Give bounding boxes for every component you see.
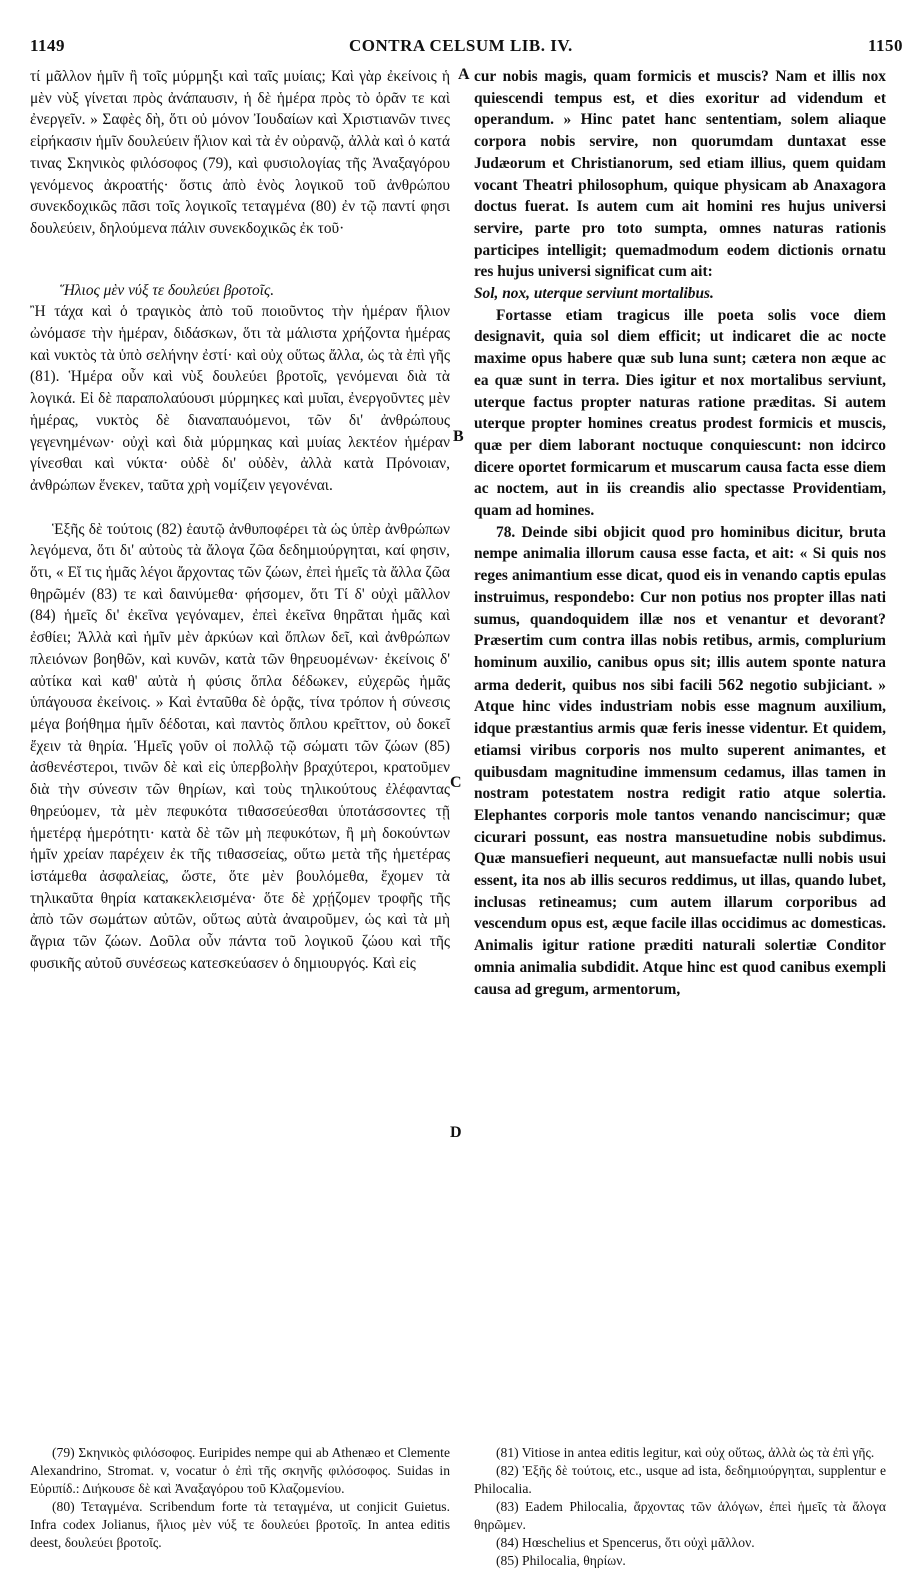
footnote-81: (81) Vitiose in antea editis legitur, καὶ οὐχ οὕτως, ἀλλὰ ὡς τὰ ἐπὶ γῆς. (496, 1445, 875, 1460)
margin-letter-c: C (450, 774, 462, 791)
latin-verse: Sol, nox, uterque serviunt mortalibus. (474, 285, 714, 303)
margin-letter-b: B (453, 428, 464, 445)
greek-paragraph-1: τί μᾶλλον ἡμῖν ἢ τοῖς μύρμηξι καὶ ταῖς μυίαις; Καὶ γὰρ ἐκείνοις ἡ μὲν νὺξ γίνεται πρὸς ἀνάπαυσιν, ἡ δὲ ἡμέρα πρὸς τὸ ὁρᾶν τε καὶ ἐνεργεῖν. » Σαφὲς δὴ, ὅτι οὐ μόνον Ἰουδαίων καὶ Χριστιανῶν τινες εἰρήκασιν ἡμῖν δουλεύειν ἥλιον καὶ τὰ ἐν οὐρανῷ, ἀλλὰ καὶ ὁ κατά τινας Σκηνικὸς φιλόσοφος (79), καὶ φυσιολογίας τῆς Ἀναξαγόρου γενόμενος ἀκροατής· ὅστις ἀπὸ ἑνὸς λογικοῦ τοῦ ἀνθρώπου συνεκδοχικῶς πᾶσι τοῖς λογικοῖς τεταγμένα (80) ἐν τῷ παντί φησι δουλεύειν, δηλούμενα πάλιν συνεκδοχικῶς ἐκ τοῦ· (30, 68, 450, 237)
footnote-84: (84) Hœschelius et Spencerus, ὅτι οὐχὶ μᾶλλον. (496, 1535, 755, 1550)
footnote-83: (83) Eadem Philocalia, ἄρχοντας τῶν ἀλόγων, ἐπεὶ ἡμεῖς τὰ ἄλογα θηρῶμεν. (474, 1499, 886, 1532)
page-number-left: 1149 (30, 36, 66, 55)
footnotes-right (474, 1444, 886, 1570)
margin-letter-a: A (458, 66, 470, 83)
page-number-right: 1150 (867, 36, 903, 55)
footnotes-left (30, 1444, 450, 1552)
latin-paragraph-3-text-b: negotio subjiciant. » Atque hinc vides industriam nobis esse magnum auxilium, idque præstantius armis quæ feris inesse videntur. Et quidem, etiamsi viribus corporis nos multo superent animantes, et quibusdam magnitudine immensum cedamus, illas tamen in nostram potestatem nostra redigit ratio atque solertia. Elephantes corporis mole tantos venando nanciscimur; quæ cicurari possunt, eas nostra mansuetudine nobis subdimus. Quæ mansuefieri nequeunt, aut mansuefactæ nulli nobis usui essent, ita nos ab illis securos reddimus, ut illas, quando lubet, inclusas retineamus; cum autem illarum corporibus ad vescendum opus est, æque facile illas occidimus ac domesticas. Animalis igitur ratione præditi naturali solertiæ Conditor omnia animalia subdidit. Atque hinc est quod canibus exempli causa ad gregum, armentorum, (474, 676, 886, 998)
running-title: CONTRA CELSUM LIB. IV. (349, 36, 573, 55)
latin-column (474, 66, 886, 1000)
footnote-80: (80) Τεταγμένα. Scribendum forte τὰ τεταγμένα, ut conjicit Guietus. Infra codex Jolianus, ἥλιος μὲν νύξ τε δουλεύει βροτοῖς. In antea editis deest, δουλεύει βροτοῖς. (30, 1499, 450, 1550)
greek-verse: Ἥλιος μὲν νύξ τε δουλεύει βροτοῖς. (60, 281, 275, 299)
column-number: 562 (718, 674, 744, 694)
latin-paragraph-2: Fortasse etiam tragicus ille poeta solis voce diem designavit, quia sol diem efficit; ut indicaret die ac nocte maxime opus habere quæ sub luna sunt; cætera non æque ac ea quæ sunt in terra. Dies igitur et nox mortalibus serviunt, uterque factus propter naturas ratione præditas. Si autem uterque propter homines creatus prodest formicis et muscis, quæ per diem laborant noctuque conquiescunt: non idcirco dicere oportet formicarum et muscarum causa facta esse diem ac noctem, aut in iis creandis alio spectasse Providentiam, quam ad homines. (474, 306, 886, 520)
footnote-85: (85) Philocalia, θηρίων. (496, 1553, 626, 1568)
margin-letter-d: D (450, 1124, 462, 1141)
latin-paragraph-1: cur nobis magis, quam formicis et muscis? Nam et illis nox quiescendi tempus est, et dies exoritur ad videndum et operandum. » Hinc patet hanc sententiam, solem aliaque corpora nobis servire, non quorumdam duntaxat esse Judæorum et Christianorum, sed etiam illius, quem quidam vocant Theatri philosophum, quique physicam ab Anaxagora doctus fuerat. Is autem cum ait homini res hujus universi servire, parte pro toto sumpta, omnes naturas rationis participes intelligit; quemadmodum eodem dictionis ornatu res hujus universi significat cum ait: (474, 68, 886, 281)
footnote-82: (82) Ἑξῆς δὲ τούτοις, etc., usque ad ista, δεδημιούργηται, supplentur e Philocalia. (474, 1463, 886, 1496)
latin-paragraph-3 (474, 522, 886, 1000)
footnote-79: (79) Σκηνικὸς φιλόσοφος. Euripides nempe qui ab Athenæo et Clemente Alexandrino, Stromat. v, vocatur ὁ ἐπὶ τῆς σκηνῆς φιλόσοφος. Suidas in Εὐριπίδ.: Διήκουσε δὲ καὶ Ἀναξαγόρου τοῦ Κλαζομενίου. (30, 1445, 450, 1496)
greek-paragraph-3: Ἑξῆς δὲ τούτοις (82) ἑαυτῷ ἀνθυποφέρει τὰ ὡς ὑπὲρ ἀνθρώπων λεγόμενα, ὅτι δι' αὐτοὺς τὰ ἄλογα ζῶα δεδημιούργηται, καί φησιν, ὅτι, « Εἴ τις ἡμᾶς λέγοι ἄρχοντας τῶν ζώων, ἐπεὶ ἡμεῖς τὰ ἄλλα ζῶα θηρῶμέν (83) τε καὶ δαινύμεθα· φήσομεν, ὅτι Τί δ' οὐχὶ μᾶλλον (84) ἡμεῖς δι' ἐκεῖνα γεγόναμεν, ἐπεὶ ἐκεῖνα θηρᾶται ἡμᾶς καὶ ἐσθίει; Ἀλλὰ καὶ ἡμῖν μὲν ἀρκύων καὶ ὅπλων δεῖ, καὶ ἀνθρώπων πλειόνων βοηθῶν, καὶ κυνῶν, κατὰ τῶν θηρευομένων· ἐκείνοις δ' αὐτίκα καὶ καθ' αὐτὰ ἡ φύσις ὅπλα δέδωκεν, εὐχερῶς ἡμᾶς ὑπάγουσα ἐκείνοις. » Καὶ ἐνταῦθα δὲ ὁρᾷς, τίνα τρόπον ἡ σύνεσις μέγα βοήθημα ἡμῖν δέδοται, καὶ παντὸς ὅπλου κρεῖττον, οὐ δοκεῖ ἔχειν τὰ θηρία. Ἡμεῖς γοῦν οἱ πολλῷ τῷ σώματι τῶν ζώων (85) ἀσθενέστεροι, τινῶν δὲ καὶ εἰς ὑπερβολὴν βραχύτεροι, κρατοῦμεν διὰ τὴν σύνεσιν τῶν θηρίων, καὶ τοὺς τηλικούτους ἐλέφαντας θηρεύομεν, τὰ μὲν πεφυκότα τιθασσεύεσθαι ὑποτάσσοντες τῇ ἡμετέρᾳ ἡμερότητι· κατὰ δὲ τῶν μὴ πεφυκότων, ἢ μὴ δοκούντων ἡμῖν χρείαν παρέχειν ἐκ τῆς τιθασσείας, οὕτω μετὰ τῆς ἡμετέρας ἱστάμεθα ἀσφαλείας, ὥστε, ὅτε μὲν βουλόμεθα, ἔχομεν τὰ τηλικαῦτα θηρία κατακεκλεισμένα· ὅτε δὲ χρῄζομεν τροφῆς τῆς ἀπὸ τῶν σωμάτων αὐτῶν, οὕτως αὐτὰ ἀναιροῦμεν, ὡς καὶ τὰ μὴ ἄγρια τῶν ζώων. Δοῦλα οὖν πάντα τοῦ λογικοῦ ζώου καὶ τῆς φυσικῆς αὐτοῦ συνέσεως κατεσκεύασεν ὁ δημιουργός. Καὶ εἰς (30, 520, 450, 972)
greek-paragraph-2: Ἢ τάχα καὶ ὁ τραγικὸς ἀπὸ τοῦ ποιοῦντος τὴν ἡμέραν ἥλιον ὠνόμασε τὴν ἡμέραν, διδάσκων, ὅτι τὰ μάλιστα χρήζοντα ἡμέρας καὶ νυκτὸς τὰ ὑπὸ σελήνην ἐστί· καὶ οὐχ οὕτως ἄλλα, ὡς τὰ ἐπὶ γῆς (81). Ἡμέρα οὖν καὶ νὺξ δουλεύει βροτοῖς, γενόμεναι διὰ τὰ λογικά. Εἰ δὲ παραπολαύουσι μύρμηκες καὶ μυῖαι, ἐνεργοῦντες μὲν ἡμέρας, νυκτὸς δὲ διαναπαυόμενοι, τῶν δι' ἀνθρώπους γεγενημένων· οὐχὶ καὶ διὰ μύρμηκας καὶ μυίας λεκτέον ἡμέραν γίνεσθαι καὶ νύκτα· οὐδὲ δι' οὐδὲν, ἀλλὰ κατὰ Πρόνοιαν, ἀνθρώπων ἕνεκεν, ταῦτα χρὴ νομίζειν γεγονέναι. (30, 303, 450, 494)
latin-paragraph-3-text-a: 78. Deinde sibi objicit quod pro hominibus dicitur, bruta nempe animalia illorum causa esse facta, et ait: « Si quis nos reges animantium esse dicat, quod eis in venando captis epulas instruimus, respondebo: Cur non potius nos propter illas nati sumus, quandoquidem illæ nos et venantur et devorant? Præsertim cum contra illas nobis retibus, armis, complurium hominum auxilio, canibus opus sit; illis autem sponte natura arma dederit, quibus nos sibi facili (474, 523, 886, 694)
greek-column (30, 66, 450, 974)
